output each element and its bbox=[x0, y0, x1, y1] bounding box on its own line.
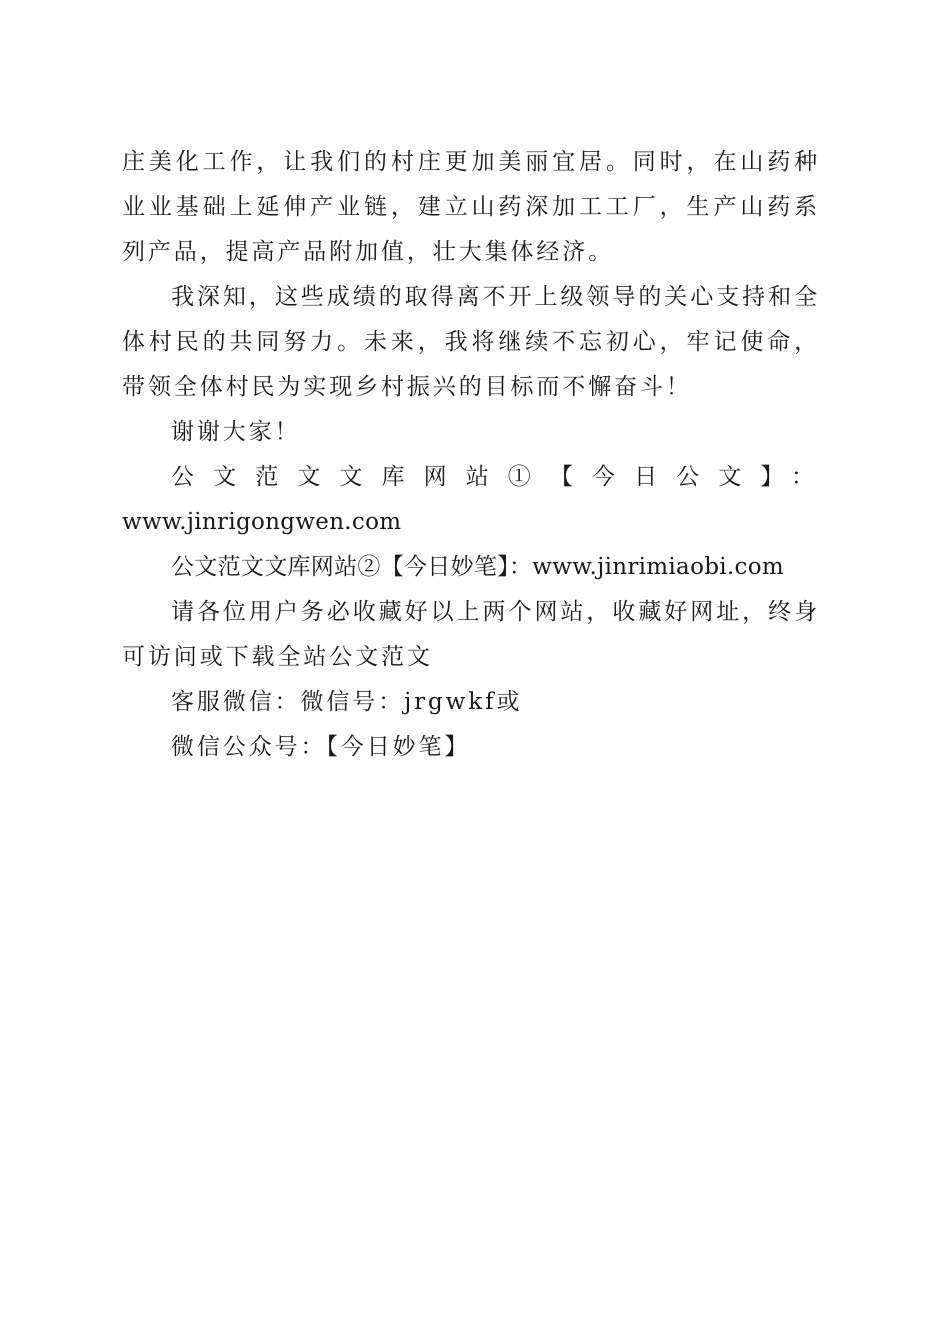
site1-url-link[interactable]: www.jinrigongwen.com bbox=[122, 509, 402, 535]
document-page bbox=[122, 140, 820, 770]
customer-service-wechat: 客服微信：微信号：jrgwkf或 bbox=[171, 689, 523, 715]
paragraph-gratitude: 我深知，这些成绩的取得离不开上级领导的关心支持和全体村民的共同努力。未来，我将继续不忘初心，牢记使命，带领全体村民为实现乡村振兴的目标而不懈奋斗！ bbox=[122, 284, 820, 400]
paragraph-industry: 庄美化工作，让我们的村庄更加美丽宜居。同时，在山药种业业基础上延伸产业链，建立山药深加工工厂，生产山药系列产品，提高产品附加值，壮大集体经济。 bbox=[122, 149, 820, 265]
paragraph-thanks: 谢谢大家！ bbox=[171, 419, 301, 445]
site2-line[interactable]: 公文范文文库网站②【今日妙笔】：www.jinrimiaobi.com bbox=[171, 554, 784, 580]
bookmark-notice: 请各位用户务必收藏好以上两个网站，收藏好网址，终身可访问或下载全站公文范文 bbox=[122, 599, 820, 670]
site1-label: 公文范文文库网站①【今日公文】： bbox=[171, 464, 820, 490]
wechat-official-account: 微信公众号：【今日妙笔】 bbox=[171, 734, 471, 760]
